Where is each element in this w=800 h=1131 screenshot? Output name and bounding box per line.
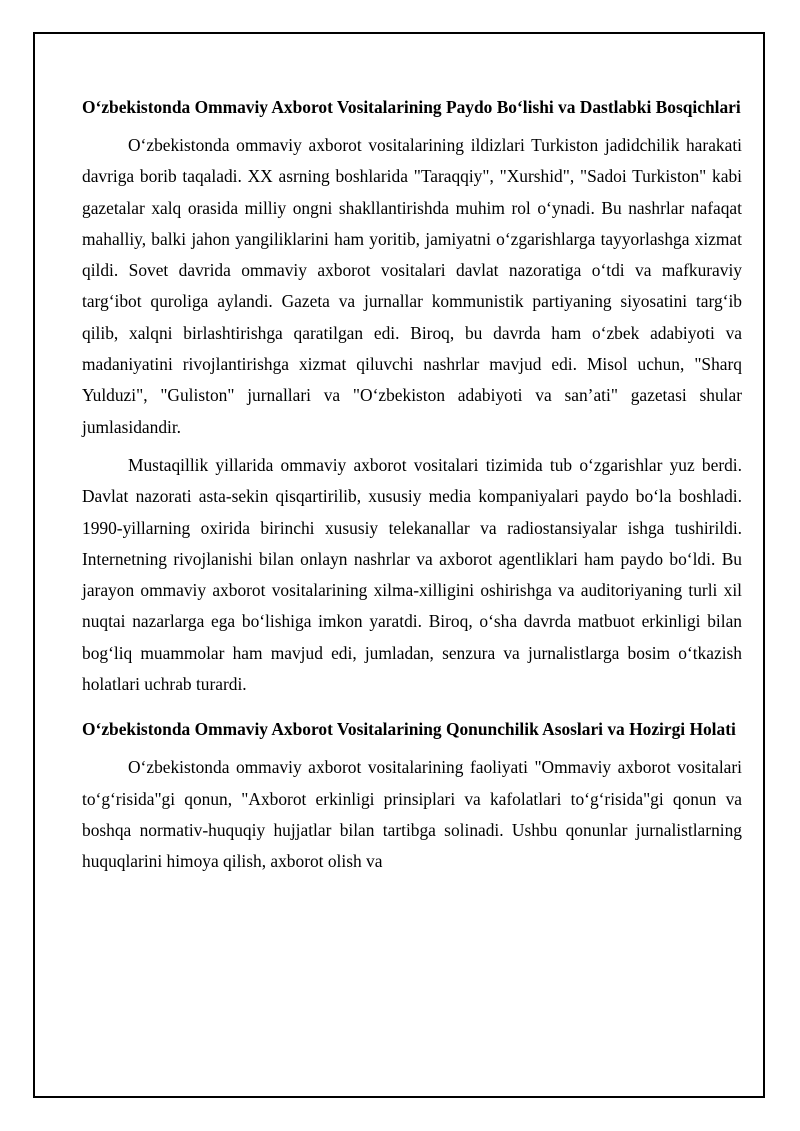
paragraph-independence-era: Mustaqillik yillarida ommaviy axborot vositalari tizimida tub o‘zgarishlar yuz berdi. Davlat nazorati asta-sekin qisqartirilib, xususiy media kompaniyalari paydo bo‘la boshladi. 1990-yillarning oxirida birinchi xususiy telekanallar va radiostansiyalar ishga tushirildi. Internetning rivojlanishi bilan onlayn nashrlar va axborot agentliklari ham paydo bo‘ldi. Bu jarayon ommaviy axborot vositalarining xilma-xilligini oshirishga va auditoriyaning turli xil nuqtai nazarlarga ega bo‘lishiga imkon yaratdi. Biroq, o‘sha davrda matbuot erkinligi bilan bog‘liq muammolar ham mavjud edi, jumladan, senzura va jurnalistlarga bosim o‘tkazish holatlari uchrab turardi. bbox=[82, 454, 742, 695]
section-heading-legal-basis: O‘zbekistonda Ommaviy Axborot Vositalarining Qonunchilik Asoslari va Hozirgi Holati bbox=[82, 719, 736, 740]
paragraph-legal-framework: O‘zbekistonda ommaviy axborot vositalarining faoliyati "Ommaviy axborot vositalari to‘g‘risida"gi qonun, "Axborot erkinligi prinsiplari va kafolatlari to‘g‘risida"gi qonun va boshqa normativ-huquqiy hujjatlar bilan tartibga solinadi. Ushbu qonunlar jurnalistlarning huquqlarini himoya qilish, axborot olish va bbox=[82, 757, 742, 872]
document-body bbox=[82, 96, 742, 885]
paragraph-origins-history: O‘zbekistonda ommaviy axborot vositalarining ildizlari Turkiston jadidchilik harakati davriga borib taqaladi. XX asrning boshlarida "Taraqqiy", "Xurshid", "Sadoi Turkiston" kabi gazetalar xalq orasida milliy ongni shakllantirishda muhim rol o‘ynadi. Bu nashrlar nafaqat mahalliy, balki jahon yangiliklarini ham yoritib, jamiyatni o‘zgarishlarga tayyorlashga xizmat qildi. Sovet davrida ommaviy axborot vositalari davlat nazoratiga o‘tdi va mafkuraviy targ‘ibot quroliga aylandi. Gazeta va jurnallar kommunistik partiyaning siyosatini targ‘ib qilib, xalqni birlashtirishga qaratilgan edi. Biroq, bu davrda ham o‘zbek adabiyoti va madaniyatini rivojlantirishga xizmat qiluvchi nashrlar mavjud edi. Misol uchun, "Sharq Yulduzi", "Guliston" jurnallari va "O‘zbekiston adabiyoti va san’ati" gazetasi shular jumlasidandir. bbox=[82, 135, 742, 437]
section-heading-origins: O‘zbekistonda Ommaviy Axborot Vositalarining Paydo Bo‘lishi va Dastlabki Bosqichlari bbox=[82, 97, 741, 117]
